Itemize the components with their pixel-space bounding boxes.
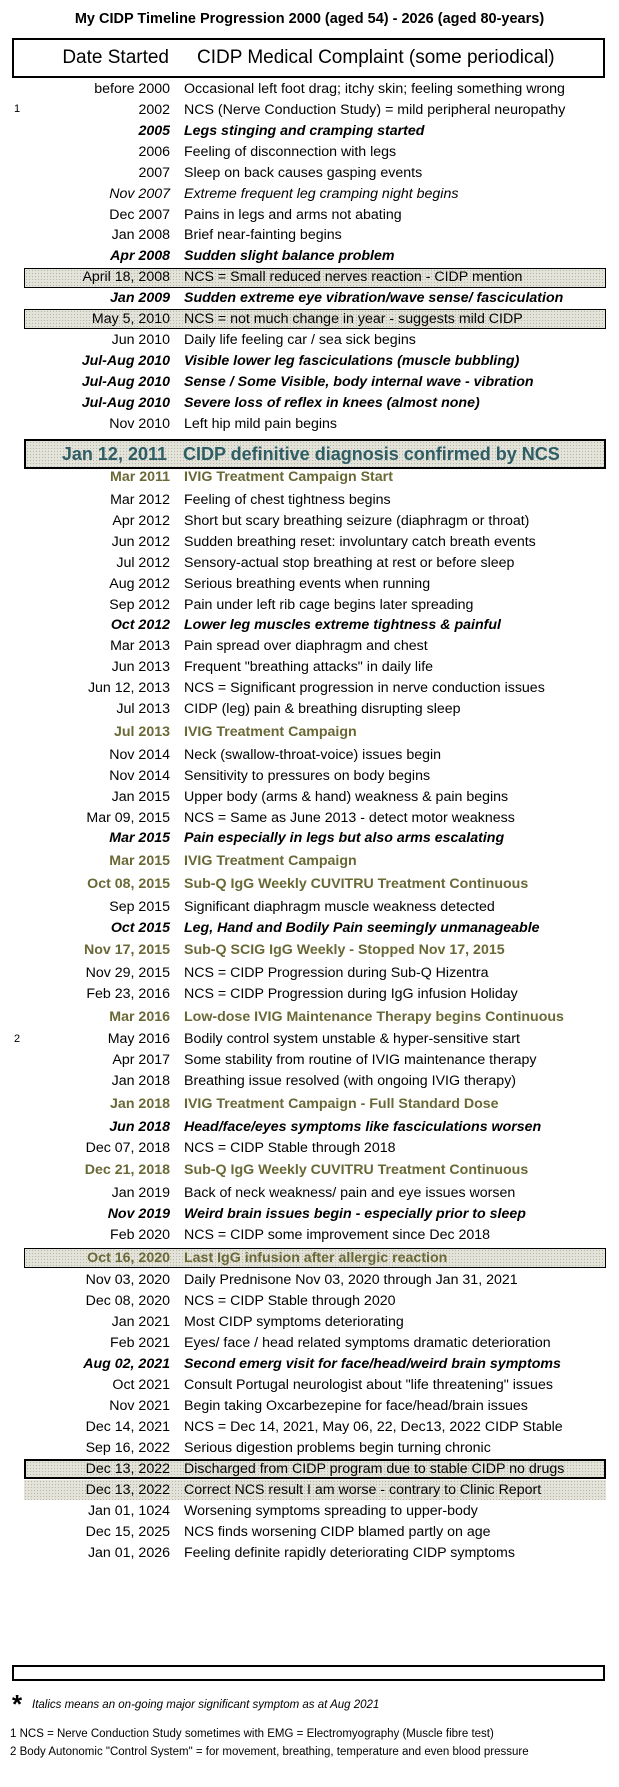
row-date: Aug 2012 [109, 575, 170, 592]
row-date: Nov 2014 [109, 746, 170, 763]
row-date: 2005 [138, 122, 170, 139]
timeline-row [0, 722, 619, 742]
row-description: Feeling of disconnection with legs [184, 143, 397, 160]
timeline-row [0, 1480, 619, 1500]
timeline-row [0, 1117, 619, 1137]
row-date: Nov 2010 [109, 416, 170, 433]
row-date: Jun 2010 [111, 332, 170, 349]
row-description: Lower leg muscles extreme tightness & painful [184, 617, 501, 634]
row-description: NCS (Nerve Conduction Study) = mild peripheral neuropathy [184, 101, 566, 118]
timeline-row [0, 184, 619, 204]
row-description: IVIG Treatment Campaign - Full Standard Dose [184, 1096, 499, 1113]
timeline-row [0, 1438, 619, 1458]
empty-footer-box [12, 1665, 605, 1681]
row-description: CIDP definitive diagnosis confirmed by NCS [183, 444, 560, 465]
timeline-row [0, 1543, 619, 1563]
timeline-row [0, 247, 619, 267]
row-description: Brief near-fainting begins [184, 227, 342, 244]
timeline-row [0, 1138, 619, 1158]
row-date: Jun 2018 [109, 1118, 170, 1135]
timeline-row [0, 289, 619, 309]
timeline-row [0, 918, 619, 938]
row-date: Nov 17, 2015 [84, 942, 170, 959]
row-date: April 18, 2008 [82, 269, 170, 286]
timeline-row [0, 511, 619, 531]
timeline-row [0, 1204, 619, 1224]
row-description: Sub-Q IgG Weekly CUVITRU Treatment Continuous [184, 875, 529, 892]
timeline-row [0, 984, 619, 1004]
row-description: Some stability from routine of IVIG maintenance therapy [184, 1052, 537, 1069]
row-description: Second emerg visit for face/head/weird brain symptoms [184, 1356, 561, 1373]
row-date: Mar 2015 [109, 853, 170, 870]
row-date: Jan 2018 [111, 1073, 170, 1090]
row-date: Mar 09, 2015 [86, 809, 170, 826]
row-date: Oct 2021 [112, 1377, 170, 1394]
row-date: Oct 2015 [110, 919, 170, 936]
footnote-2: 2 Body Autonomic "Control System" = for movement, breathing, temperature and even blood pressure [10, 1746, 529, 1758]
row-description: Short but scary breathing seizure (diaphragm or throat) [184, 512, 530, 529]
row-description: Pain spread over diaphragm and chest [184, 638, 428, 655]
row-description: Leg, Hand and Bodily Pain seemingly unmanageable [184, 919, 540, 936]
timeline-row [0, 897, 619, 917]
row-description: Correct NCS result I am worse - contrary to Clinic Report [184, 1481, 542, 1498]
row-description: Weird brain issues begin - especially prior to sleep [184, 1206, 526, 1223]
timeline-row [0, 1030, 619, 1050]
row-description: NCS = CIDP some improvement since Dec 2018 [184, 1227, 491, 1244]
row-description: Worsening symptoms spreading to upper-body [184, 1502, 478, 1519]
row-description: NCS = CIDP Stable through 2020 [184, 1293, 396, 1310]
row-description: Consult Portugal neurologist about "life threatening" issues [184, 1377, 553, 1394]
timeline-row [0, 1161, 619, 1181]
timeline-row [0, 100, 619, 120]
row-description: Sense / Some Visible, body internal wave - vibration [184, 374, 534, 391]
timeline-row [0, 226, 619, 246]
timeline-row [0, 699, 619, 719]
timeline-row [0, 121, 619, 141]
row-description: Feeling of chest tightness begins [184, 491, 391, 508]
timeline-row [0, 351, 619, 371]
row-description: Severe loss of reflex in knees (almost none) [184, 395, 480, 412]
row-description: Serious breathing events when running [184, 575, 431, 592]
row-description: NCS = CIDP Progression during IgG infusion Holiday [184, 985, 518, 1002]
timeline-row [0, 1459, 619, 1479]
row-description: Low-dose IVIG Maintenance Therapy begins Continuous [184, 1008, 564, 1025]
timeline-row [0, 658, 619, 678]
row-date: Jan 01, 2026 [87, 1544, 170, 1561]
row-date: Apr 2012 [112, 512, 170, 529]
row-description: Sub-Q IgG Weekly CUVITRU Treatment Continuous [184, 1162, 529, 1179]
row-description: Bodily control system unstable & hyper-sensitive start [184, 1031, 520, 1048]
row-date: Jul-Aug 2010 [81, 374, 170, 391]
row-description: Pains in legs and arms not abating [184, 206, 402, 223]
timeline-row [0, 766, 619, 786]
row-date: Jun 2012 [111, 533, 170, 550]
row-date: May 5, 2010 [91, 311, 170, 328]
row-description: Back of neck weakness/ pain and eye issues worsen [184, 1185, 516, 1202]
row-description: Most CIDP symptoms deteriorating [184, 1314, 404, 1331]
row-description: NCS = Same as June 2013 - detect motor weakness [184, 809, 515, 826]
date-column-header: Date Started [62, 47, 169, 68]
timeline-row [0, 1248, 619, 1268]
row-description: Last IgG infusion after allergic reaction [184, 1249, 448, 1266]
timeline-row [0, 745, 619, 765]
timeline-row [0, 330, 619, 350]
row-description: Pain especially in legs but also arms escalating [184, 830, 505, 847]
row-date: Nov 2019 [107, 1206, 170, 1223]
row-description: Daily Prednisone Nov 03, 2020 through Jan 31, 2021 [184, 1272, 518, 1289]
row-description: NCS = Significant progression in nerve conduction issues [184, 680, 545, 697]
row-description: NCS finds worsening CIDP blamed partly on age [184, 1523, 491, 1540]
row-date: Oct 16, 2020 [87, 1249, 170, 1266]
timeline-row [0, 851, 619, 871]
row-description: Significant diaphragm muscle weakness detected [184, 898, 495, 915]
row-date: Sep 2012 [109, 596, 170, 613]
row-description: Pain under left rib cage begins later spreading [184, 596, 474, 613]
row-date: Jan 2015 [111, 788, 170, 805]
row-description: Sleep on back causes gasping events [184, 164, 423, 181]
row-date: 2002 [138, 101, 170, 118]
row-date: Feb 2020 [110, 1227, 170, 1244]
row-description: Sensitivity to pressures on body begins [184, 767, 431, 784]
row-date: Dec 15, 2025 [85, 1523, 170, 1540]
row-description: Breathing issue resolved (with ongoing IVIG therapy) [184, 1073, 517, 1090]
row-description: NCS = CIDP Stable through 2018 [184, 1139, 396, 1156]
row-date: Jul 2012 [116, 554, 170, 571]
timeline-row [0, 616, 619, 636]
row-date: Nov 2007 [109, 185, 170, 202]
timeline-row [0, 595, 619, 615]
row-date: Jul-Aug 2010 [81, 353, 170, 370]
row-date: Jun 12, 2013 [87, 680, 170, 697]
timeline-row [0, 1094, 619, 1114]
row-date: Jan 2021 [111, 1314, 170, 1331]
row-date: Mar 2016 [109, 1008, 170, 1025]
row-description: Head/face/eyes symptoms like fasciculations worsen [184, 1118, 542, 1135]
timeline-row [0, 163, 619, 183]
row-date: Jun 2013 [111, 659, 170, 676]
row-description: CIDP (leg) pain & breathing disrupting sleep [184, 701, 461, 718]
timeline-row [0, 1522, 619, 1542]
timeline-row [0, 1225, 619, 1245]
timeline-row [0, 1375, 619, 1395]
timeline-row [0, 372, 619, 392]
asterisk: * [12, 1689, 23, 1719]
timeline-row [0, 1501, 619, 1521]
timeline-row [0, 414, 619, 434]
row-description: Sub-Q SCIG IgG Weekly - Stopped Nov 17, 2015 [184, 942, 505, 959]
row-description: NCS = Small reduced nerves reaction - CIDP mention [184, 269, 523, 286]
row-description: Left hip mild pain begins [184, 416, 338, 433]
row-date: Dec 21, 2018 [84, 1162, 170, 1179]
timeline-row [0, 1271, 619, 1291]
row-description: Discharged from CIDP program due to stable CIDP no drugs [184, 1461, 565, 1478]
row-date: Mar 2012 [110, 491, 170, 508]
timeline-row [0, 940, 619, 960]
row-date: Feb 23, 2016 [86, 985, 170, 1002]
row-date: Jul 2013 [113, 723, 170, 740]
italic-legend-note: Italics means an on-going major significant symptom as at Aug 2021 [32, 1699, 380, 1711]
timeline-row [0, 574, 619, 594]
timeline-row [0, 1333, 619, 1353]
timeline-row [0, 1183, 619, 1203]
row-date: Jan 2018 [110, 1096, 170, 1113]
footnote-marker: 2 [14, 1032, 21, 1045]
row-description: Sudden slight balance problem [184, 248, 395, 265]
row-description: Eyes/ face / head related symptoms dramatic deterioration [184, 1335, 551, 1352]
row-description: Sudden breathing reset: involuntary catch breath events [184, 533, 536, 550]
row-description: Occasional left foot drag; itchy skin; feeling something wrong [184, 80, 565, 97]
timeline-row [0, 268, 619, 288]
row-description: Visible lower leg fasciculations (muscle bubbling) [184, 353, 520, 370]
timeline-row [0, 1007, 619, 1027]
row-date: Mar 2011 [110, 469, 170, 486]
row-date: Jan 01, 1024 [87, 1502, 170, 1519]
timeline-row [0, 393, 619, 413]
timeline-row [0, 963, 619, 983]
timeline-row [0, 205, 619, 225]
row-date: Jan 2019 [111, 1185, 170, 1202]
row-date: 2007 [138, 164, 170, 181]
row-date: Aug 02, 2021 [83, 1356, 170, 1373]
row-date: Feb 2021 [110, 1335, 170, 1352]
row-date: before 2000 [94, 80, 170, 97]
row-date: Nov 2014 [109, 767, 170, 784]
timeline-row [0, 1051, 619, 1071]
timeline-row [0, 829, 619, 849]
timeline-row [0, 787, 619, 807]
timeline-row [0, 1292, 619, 1312]
row-description: NCS = CIDP Progression during Sub-Q Hizentra [184, 965, 489, 982]
row-description: NCS = Dec 14, 2021, May 06, 22, Dec13, 2022 CIDP Stable [184, 1419, 563, 1436]
row-description: Begin taking Oxcarbezepine for face/head/brain issues [184, 1398, 528, 1415]
page-title: My CIDP Timeline Progression 2000 (aged 54) - 2026 (aged 80-years) [74, 11, 545, 27]
row-description: Daily life feeling car / sea sick begins [184, 332, 416, 349]
row-date: Mar 2015 [109, 830, 170, 847]
row-description: Sensory-actual stop breathing at rest or before sleep [184, 554, 515, 571]
row-date: May 2016 [107, 1031, 170, 1048]
row-date: Dec 14, 2021 [85, 1419, 170, 1436]
row-date: Dec 13, 2022 [85, 1461, 170, 1478]
row-date: 2006 [138, 143, 170, 160]
row-description: Legs stinging and cramping started [184, 122, 425, 139]
row-date: Sep 16, 2022 [85, 1440, 170, 1457]
row-date: Oct 2012 [110, 617, 170, 634]
timeline-row [0, 142, 619, 162]
row-date: Sep 2015 [109, 898, 170, 915]
row-date: Jan 2008 [111, 227, 170, 244]
row-date: Nov 29, 2015 [85, 965, 170, 982]
timeline-row [0, 1313, 619, 1333]
row-date: Apr 2017 [112, 1052, 170, 1069]
row-date: Nov 2021 [109, 1398, 170, 1415]
row-date: Dec 08, 2020 [85, 1293, 170, 1310]
row-description: Frequent "breathing attacks" in daily life [184, 659, 434, 676]
timeline-row [0, 309, 619, 329]
row-date: Jan 12, 2011 [61, 444, 167, 465]
footnote-1: 1 NCS = Nerve Conduction Study sometimes with EMG = Electromyography (Muscle fibre test) [10, 1728, 494, 1740]
row-description: IVIG Treatment Campaign Start [184, 469, 393, 486]
row-date: Jul-Aug 2010 [81, 395, 170, 412]
row-date: Oct 08, 2015 [87, 875, 170, 892]
row-description: Upper body (arms & hand) weakness & pain begins [184, 788, 509, 805]
row-description: Sudden extreme eye vibration/wave sense/ fasciculation [184, 290, 564, 307]
complaint-column-header: CIDP Medical Complaint (some periodical) [197, 47, 555, 68]
timeline-row [0, 808, 619, 828]
timeline-row [0, 1354, 619, 1374]
row-date: Nov 03, 2020 [85, 1272, 170, 1289]
timeline-row [0, 79, 619, 99]
row-description: Feeling definite rapidly deteriorating CIDP symptoms [184, 1544, 515, 1561]
timeline-row [0, 678, 619, 698]
row-description: IVIG Treatment Campaign [184, 853, 357, 870]
row-date: Jan 2009 [110, 290, 170, 307]
row-date: Mar 2013 [110, 638, 170, 655]
footnote-marker: 1 [14, 102, 21, 115]
timeline-row [0, 1396, 619, 1416]
timeline-row [0, 1071, 619, 1091]
timeline-row [0, 553, 619, 573]
timeline-row [0, 1417, 619, 1437]
row-date: Apr 2008 [110, 248, 170, 265]
row-description: IVIG Treatment Campaign [184, 723, 357, 740]
timeline-row [0, 532, 619, 552]
timeline-row [0, 490, 619, 510]
row-date: Dec 07, 2018 [85, 1139, 170, 1156]
row-description: NCS = not much change in year - suggests mild CIDP [184, 311, 523, 328]
row-date: Dec 13, 2022 [85, 1481, 170, 1498]
row-date: Jul 2013 [116, 701, 170, 718]
row-description: Extreme frequent leg cramping night begins [184, 185, 459, 202]
row-date: Dec 2007 [109, 206, 170, 223]
timeline-row [0, 637, 619, 657]
row-description: Neck (swallow-throat-voice) issues begin [184, 746, 442, 763]
row-description: Serious digestion problems begin turning chronic [184, 1440, 491, 1457]
timeline-row [0, 874, 619, 894]
timeline-row [0, 467, 619, 487]
